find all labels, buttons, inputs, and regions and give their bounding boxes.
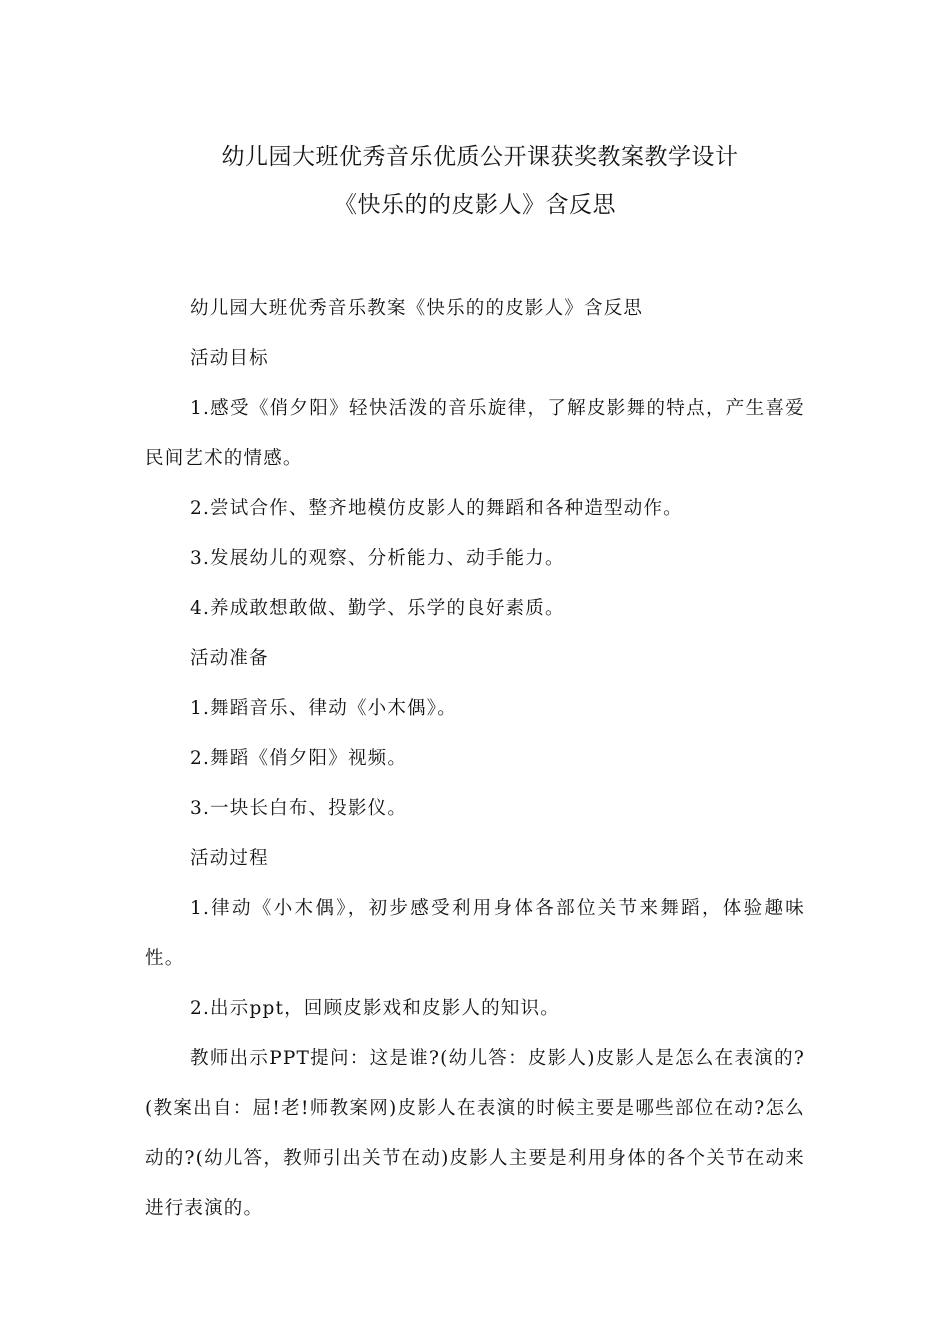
paragraph-goal-4: 4.养成敢想敢做、勤学、乐学的良好素质。 [190,598,565,619]
heading-activity-preparation: 活动准备 [190,648,269,669]
document-title-line-1: 幼儿园大班优秀音乐优质公开课获奖教案教学设计 [221,144,739,170]
heading-activity-process: 活动过程 [190,848,269,869]
paragraph-subtitle: 幼儿园大班优秀音乐教案《快乐的的皮影人》含反思 [190,298,644,319]
paragraph-goal-3: 3.发展幼儿的观察、分析能力、动手能力。 [190,548,565,569]
paragraph-goal-1: 1.感受《俏夕阳》轻快活泼的音乐旋律，了解皮影舞的特点，产生喜爱民间艺术的情感。 [145,398,805,469]
document-title-line-2: 《快乐的的皮影人》含反思 [334,192,616,218]
paragraph-process-2: 2.出示ppt，回顾皮影戏和皮影人的知识。 [190,998,560,1019]
heading-activity-goals: 活动目标 [190,348,269,369]
paragraph-process-1: 1.律动《小木偶》，初步感受利用身体各部位关节来舞蹈，体验趣味性。 [145,898,805,969]
paragraph-prep-3: 3.一块长白布、投影仪。 [190,798,408,819]
paragraph-prep-1: 1.舞蹈音乐、律动《小木偶》。 [190,698,457,719]
paragraph-process-detail: 教师出示PPT提问：这是谁?(幼儿答：皮影人)皮影人是怎么在表演的?(教案出自：屈!老!师教案网)皮影人在表演的时候主要是哪些部位在动?怎么动的?(幼儿答，教师引出关节在动)皮影人主要是利用身体的各个关节在动来进行表演的。 [145,1048,805,1219]
paragraph-prep-2: 2.舞蹈《俏夕阳》视频。 [190,748,408,769]
paragraph-goal-2: 2.尝试合作、整齐地模仿皮影人的舞蹈和各种造型动作。 [190,498,683,519]
document-body [145,284,805,1234]
